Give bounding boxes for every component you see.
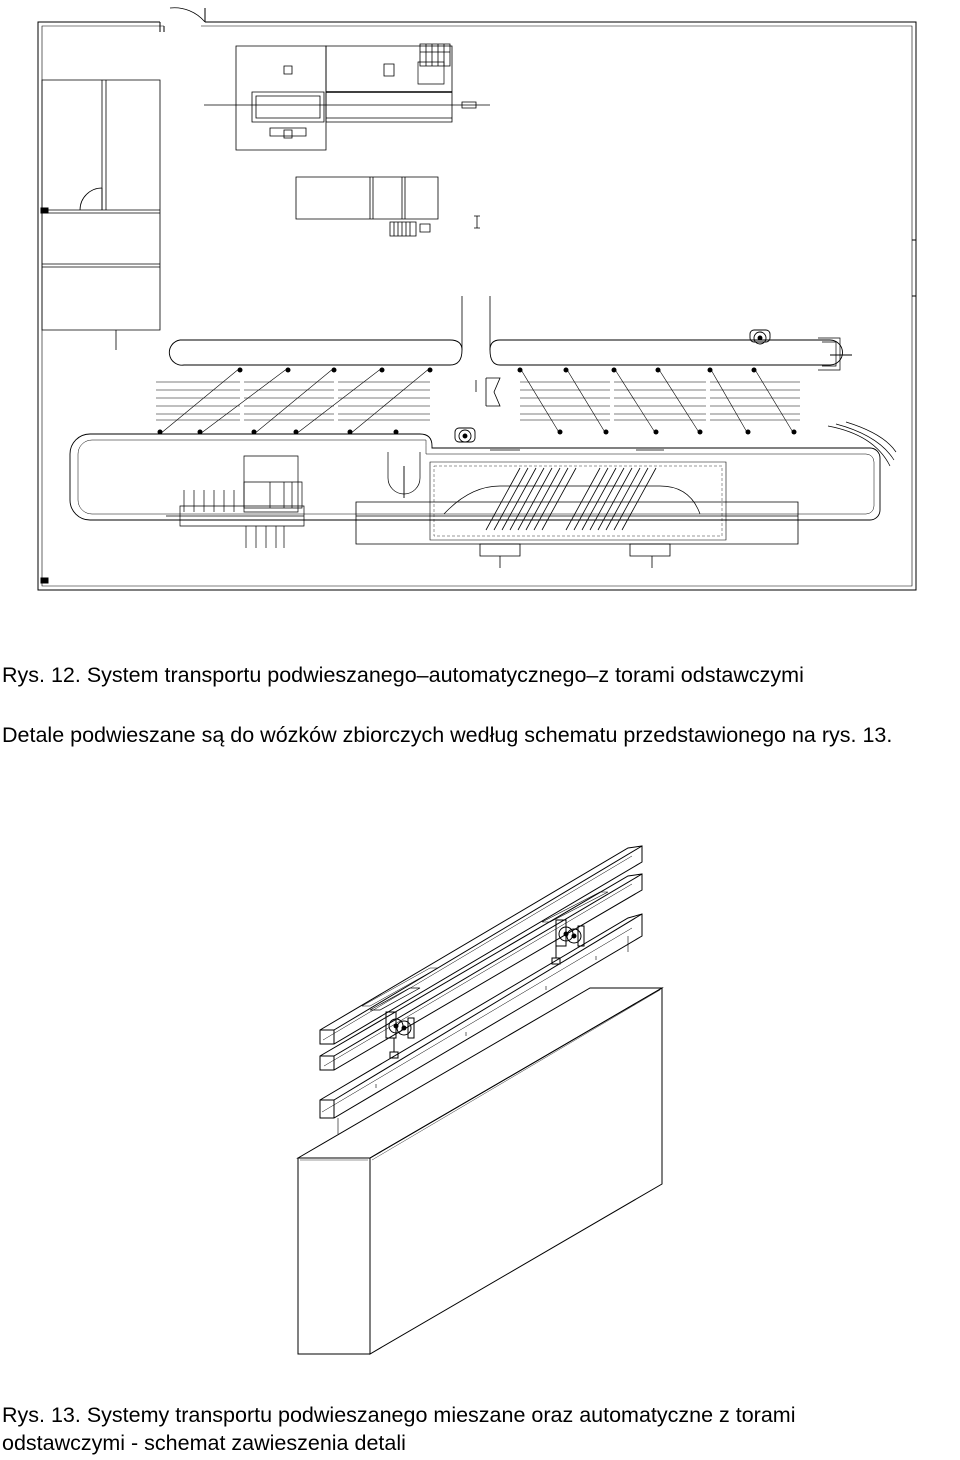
sidings-building [356, 450, 798, 568]
middle-rail [320, 874, 642, 1070]
figure-13-isometric [0, 830, 960, 1370]
suspension-hangers [338, 936, 628, 1134]
top-rail [320, 846, 642, 1044]
trolley-2 [542, 892, 608, 964]
feed-lines [462, 296, 490, 350]
building-walls [38, 8, 916, 590]
upper-conveyor-loop [169, 330, 852, 370]
figure-13-caption-line-2: odstawczymi - schemat zawieszenia detali [2, 1431, 406, 1455]
lower-rail [320, 914, 642, 1118]
machine-area [204, 44, 490, 150]
figure-13-caption-line-1: Rys. 13. Systemy transportu podwieszanego mieszane oraz automatyczne z torami [2, 1403, 796, 1427]
hanging-panel [298, 988, 662, 1354]
storage-sidings [156, 368, 800, 434]
trolley-markers [158, 368, 797, 435]
storage-racks [296, 177, 480, 236]
body-paragraph: Detale podwieszane są do wózków zbiorczych według schematu przedstawionego na rys. 13. [2, 723, 893, 747]
figure-12-caption: Rys. 12. System transportu podwieszanego–automatycznego–z torami odstawczymi [2, 663, 804, 687]
office-rooms [42, 80, 160, 350]
figure-12-layout [0, 0, 960, 600]
loading-station [166, 456, 304, 548]
